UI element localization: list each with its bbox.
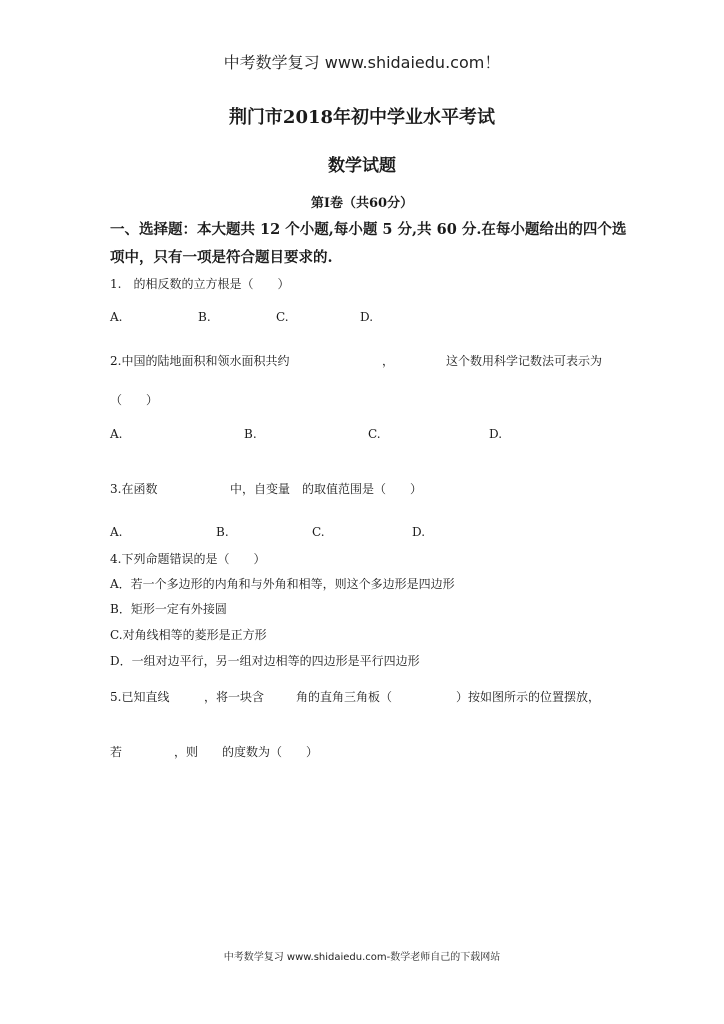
page-header: 中考数学复习 www.shidaiedu.com！	[223, 53, 501, 72]
q4-option-b: B．矩形一定有外接圆	[110, 602, 227, 616]
q3-option-b: B.	[216, 525, 229, 539]
q1-option-a: A.	[110, 310, 123, 324]
q3-option-a: A.	[110, 525, 123, 539]
q2-option-a: A.	[110, 427, 123, 441]
q3-stem-part2: 中，自变量	[230, 482, 291, 496]
q5-part7: 的度数为（ ）	[222, 745, 319, 759]
q5-part6: ，则	[174, 745, 199, 759]
exam-subtitle: 数学试题	[328, 156, 396, 176]
q3-stem-part1: 3.在函数	[110, 482, 158, 496]
exam-title: 荆门市2018年初中学业水平考试	[228, 107, 496, 128]
q4-option-a: A．若一个多边形的内角和与外角和相等，则这个多边形是四边形	[110, 577, 455, 591]
q1-stem: 1. 的相反数的立方根是（ ）	[110, 277, 290, 291]
q5-part3: 角的直角三角板（	[296, 690, 393, 704]
q1-option-c: C.	[276, 310, 289, 324]
q2-stem-part1: 2.中国的陆地面积和领水面积共约	[110, 354, 290, 368]
q5-part1: 5.已知直线	[110, 690, 170, 704]
q2-answer-paren: （ ）	[110, 393, 159, 407]
q2-stem-part2: 这个数用科学记数法可表示为	[446, 354, 603, 368]
q2-option-d: D.	[489, 427, 503, 441]
section-instruction-line2: 项中，只有一项是符合题目要求的.	[110, 249, 333, 266]
q4-option-c: C.对角线相等的菱形是正方形	[110, 628, 267, 642]
q5-part4: ）按如图所示的位置摆放，	[456, 690, 601, 704]
q2-option-c: C.	[368, 427, 381, 441]
volume-heading: 第Ⅰ卷（共60分）	[310, 196, 414, 211]
page-footer: 中考数学复习 www.shidaiedu.com-数学老师自己的下载网站	[223, 952, 501, 963]
q5-part2: ，将一块含	[204, 690, 265, 704]
section-instruction-line1: 一、选择题：本大题共 12 个小题,每小题 5 分,共 60 分.在每小题给出的四个选	[110, 221, 627, 238]
q5-part5: 若	[110, 745, 123, 759]
q1-option-b: B.	[198, 310, 211, 324]
q3-option-d: D.	[412, 525, 426, 539]
q4-stem: 4.下列命题错误的是（ ）	[110, 552, 266, 566]
q3-stem-part3: 的取值范围是（ ）	[302, 482, 423, 496]
q2-comma: ，	[382, 354, 395, 368]
q1-option-d: D.	[360, 310, 374, 324]
q4-option-d: D．一组对边平行，另一组对边相等的四边形是平行四边形	[110, 654, 420, 668]
q3-option-c: C.	[312, 525, 325, 539]
q2-option-b: B.	[244, 427, 257, 441]
